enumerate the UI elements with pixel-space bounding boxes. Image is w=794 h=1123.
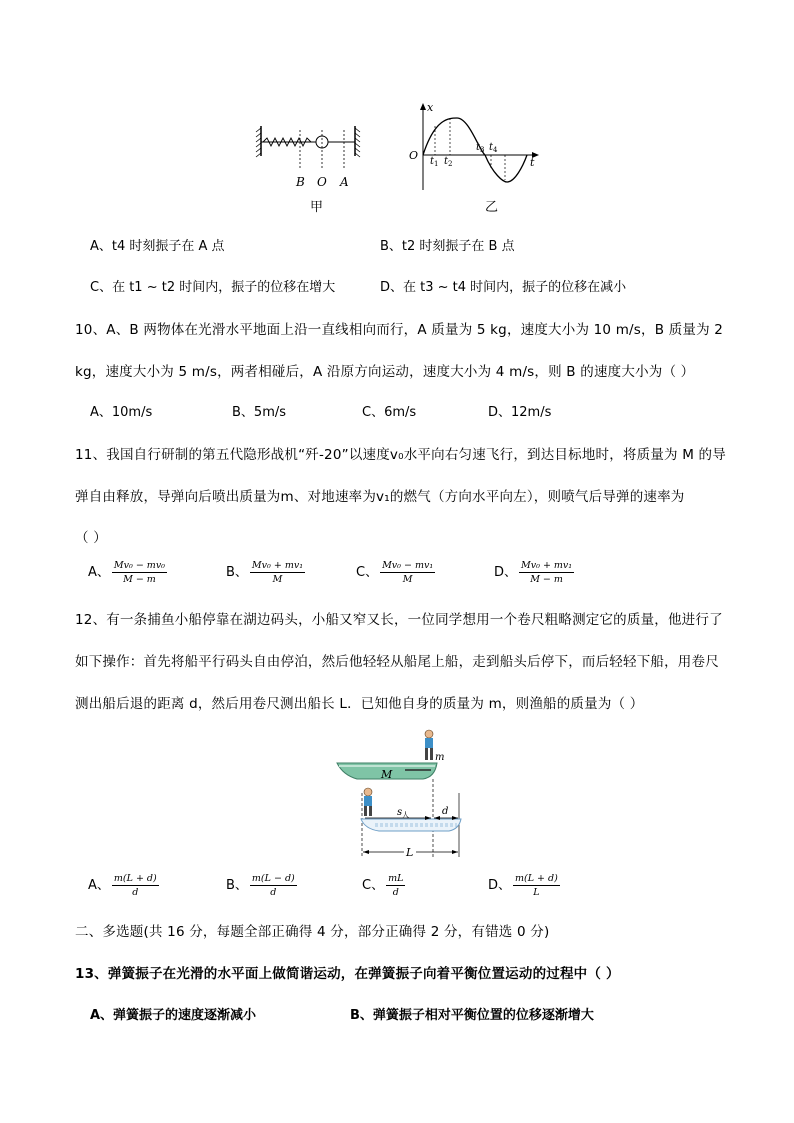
- q12-stem-line1: 12、有一条捕鱼小船停靠在湖边码头，小船又窄又长，一位同学想用一个卷尺粗略测定它的质量，他进行了: [75, 612, 723, 628]
- t3-label: $t_3$: [476, 142, 485, 154]
- caption-jia: 甲: [310, 200, 324, 215]
- section-title-multiple-choice: 二、多选题(共 16 分，每题全部正确得 4 分，部分正确得 2 分，有错选 0 分): [75, 924, 550, 940]
- x-axis-label: x: [427, 101, 434, 114]
- q11-option-c: C、 $\frac{\text{Mv₀ − mv₁}}{M}$: [356, 560, 434, 585]
- q12-option-c: C、 $\frac{mL}{d}$: [362, 873, 404, 898]
- q11-stem-line2: 弹自由释放，导弹向后喷出质量为m、对地速率为v₁的燃气（方向水平向左），则喷气后导弹的速率为: [75, 489, 685, 505]
- label-o: O: [317, 175, 327, 189]
- t2-label: $t_2$: [444, 156, 453, 168]
- q13-option-b: B、弹簧振子相对平衡位置的位移逐渐增大: [350, 1008, 594, 1023]
- q11-option-a: A、 $\frac{\text{Mv₀ − mv₀}}{M - m}$: [88, 560, 165, 585]
- person-on-boat-icon: [425, 730, 433, 760]
- caption-yi: 乙: [485, 200, 499, 215]
- q11-stem-line1: 11、我国自行研制的第五代隐形战机“歼-20”以速度v₀水平向右匀速飞行，到达目标地时，将质量为 M 的导: [75, 447, 726, 463]
- q12-option-b: B、 $\frac{m(L - d)}{d}$: [226, 873, 295, 898]
- person-on-dock-icon: [364, 788, 372, 816]
- q12-option-a: A、 $\frac{m(L + d)}{d}$: [88, 873, 157, 898]
- s-label: $s_人$: [397, 807, 410, 819]
- q9-option-c: C、在 t1 ~ t2 时间内，振子的位移在增大: [90, 280, 336, 295]
- q13-stem: 13、弹簧振子在光滑的水平面上做简谐运动，在弹簧振子向着平衡位置运动的过程中（ ）: [75, 966, 620, 982]
- d-label: d: [442, 806, 449, 817]
- boat-mass-label: M: [381, 768, 393, 781]
- label-a: A: [340, 175, 349, 189]
- person-mass-label: m: [435, 752, 445, 763]
- t-axis-label: t: [530, 156, 535, 169]
- t1-label: $t_1$: [430, 156, 439, 168]
- q10-option-a: A、10m/s: [90, 405, 153, 420]
- t4-label: $t_4$: [489, 142, 498, 154]
- q13-option-a: A、弹簧振子的速度逐渐减小: [90, 1008, 257, 1023]
- q10-stem-line1: 10、A、B 两物体在光滑水平地面上沿一直线相向而行，A 质量为 5 kg，速度大小为 10 m/s，B 质量为 2: [75, 322, 724, 338]
- l-label: L: [406, 846, 414, 859]
- q12-stem-line2: 如下操作：首先将船平行码头自由停泊，然后他轻轻从船尾上船，走到船头后停下，而后轻轻下船，用卷尺: [75, 654, 719, 670]
- q10-stem-line2: kg，速度大小为 5 m/s，两者相碰后，A 沿原方向运动，速度大小为 4 m/s，则 B 的速度大小为（ ）: [75, 364, 695, 380]
- q10-option-c: C、6m/s: [362, 405, 417, 420]
- label-b: B: [296, 175, 305, 189]
- spring-oscillator-figure: [255, 120, 365, 192]
- q9-option-d: D、在 t3 ~ t4 时间内，振子的位移在减小: [380, 280, 627, 295]
- q11-option-d: D、 $\frac{\text{Mv₀ + mv₁}}{M - m}$: [494, 560, 573, 585]
- q12-option-d: D、 $\frac{m(L + d)}{L}$: [488, 873, 558, 898]
- xt-graph-figure: [405, 100, 540, 192]
- q11-option-b: B、 $\frac{\text{Mv₀ + mv₁}}{M}$: [226, 560, 304, 585]
- origin-label: O: [409, 149, 419, 162]
- q9-option-b: B、t2 时刻振子在 B 点: [380, 239, 515, 254]
- q12-stem-line3: 测出船后退的距离 d，然后用卷尺测出船长 L．已知他自身的质量为 m，则渔船的质量为（ ）: [75, 696, 644, 712]
- q10-option-d: D、12m/s: [488, 405, 552, 420]
- q11-stem-line3: （ ）: [75, 530, 107, 546]
- boat-figure: [335, 725, 465, 860]
- q10-option-b: B、5m/s: [232, 405, 287, 420]
- q9-option-a: A、t4 时刻振子在 A 点: [90, 239, 225, 254]
